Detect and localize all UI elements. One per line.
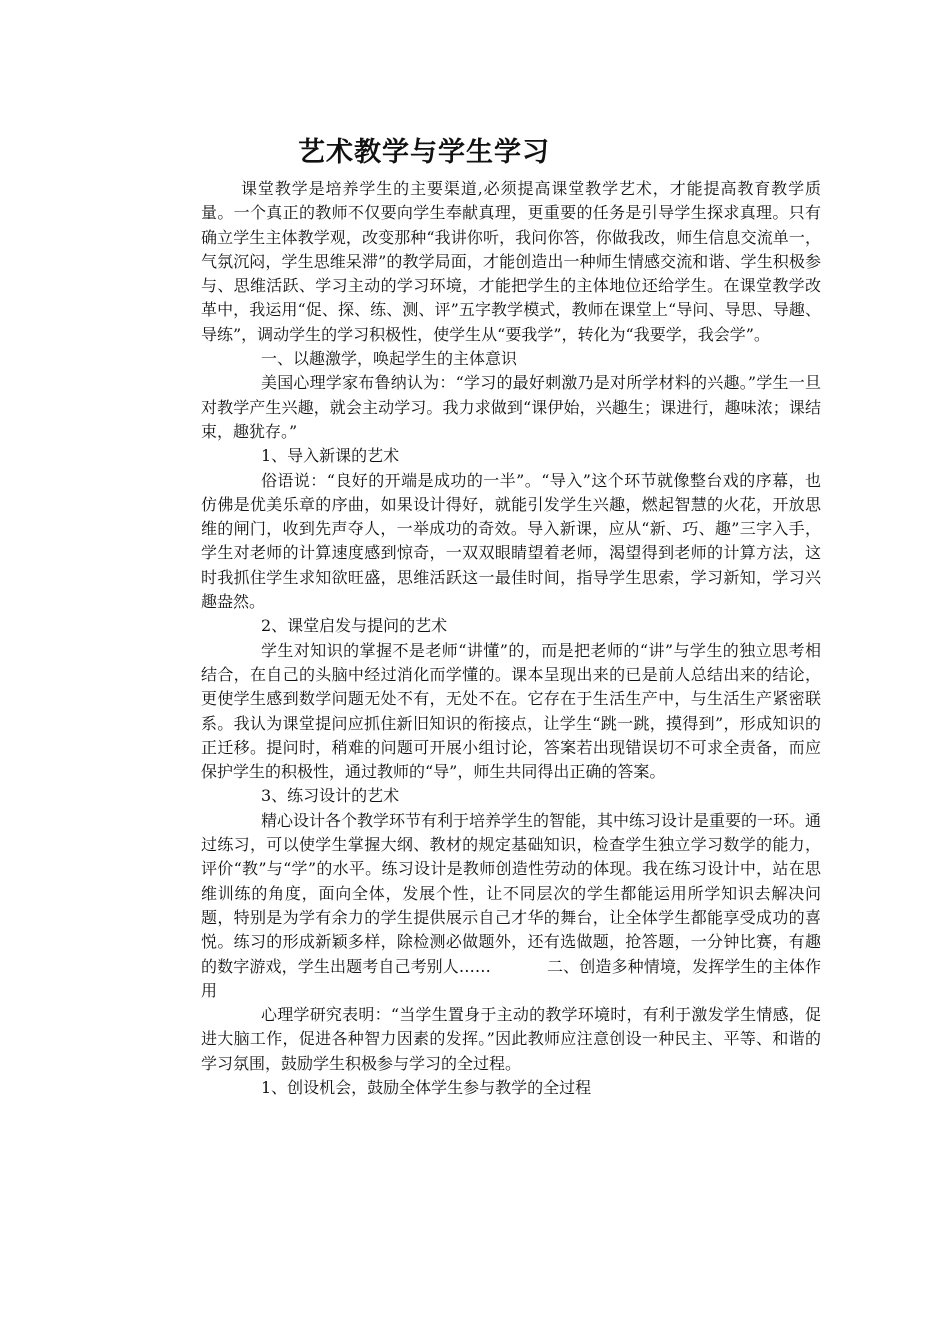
body-paragraph: 俗语说：“良好的开端是成功的一半”。“导入”这个环节就像整台戏的序幕，也仿佛是优美乐章的序曲，如果设计得好，就能引发学生兴趣，燃起智慧的火花，开放思维的闸门，收到先声夺人，一举成功的奇效。导入新课，应从“新、巧、趣”三字入手，学生对老师的计算速度感到惊奇，一双双眼睛望着老师，渴望得到老师的计算方法，这时我抓住学生求知欲旺盛，思维活跃这一最佳时间，指导学生思索，学习新知，学习兴趣盎然。 xyxy=(201,470,821,612)
document-title: 艺术教学与学生学习 xyxy=(298,137,550,168)
body-paragraph: 学生对知识的掌握不是老师“讲懂”的，而是把老师的“讲”与学生的独立思考相结合，在自己的头脑中经过消化而学懂的。课本呈现出来的已是前人总结出来的结论，更使学生感到数学问题无处不有，无处不在。它存在于生活生产中，与生活生产紧密联系。我认为课堂提问应抓住新旧知识的衔接点，让学生“跳一跳，摸得到”，形成知识的正迁移。提问时，稍难的问题可开展小组讨论，答案若出现错误切不可求全责备，而应保护学生的积极性，通过教师的“导”，师生共同得出正确的答案。 xyxy=(201,640,821,782)
subsection-heading: 1、创设机会，鼓励全体学生参与教学的全过程 xyxy=(261,1077,592,1097)
body-paragraph: 心理学研究表明：“当学生置身于主动的教学环境时，有利于激发学生情感，促进大脑工作，促进各种智力因素的发挥。”因此教师应注意创设一种民主、平等、和谐的学习氛围，鼓励学生积极参与学习的全过程。 xyxy=(201,1005,821,1073)
subsection-heading: 1、导入新课的艺术 xyxy=(261,446,400,466)
body-paragraph: 美国心理学家布鲁纳认为：“学习的最好刺激乃是对所学材料的兴趣。”学生一旦对教学产生兴趣，就会主动学习。我力求做到“课伊始，兴趣生；课进行，趣味浓；课结束，趣犹存。” xyxy=(201,373,821,441)
section-heading-1: 一、以趣激学，唤起学生的主体意识 xyxy=(261,349,518,369)
subsection-heading: 3、练习设计的艺术 xyxy=(261,786,400,806)
document-body xyxy=(201,177,821,1100)
subsection-heading: 2、课堂启发与提问的艺术 xyxy=(261,616,448,636)
section-heading-2: 二、创造多种情境，发挥学生的主体作用 xyxy=(201,956,821,1000)
body-paragraph xyxy=(201,809,821,1003)
intro-paragraph: 课堂教学是培养学生的主要渠道,必须提高课堂教学艺术，才能提高教育教学质量。一个真正的教师不仅要向学生奉献真理，更重要的任务是引导学生探求真理。只有确立学生主体教学观，改变那种“我讲你听，我问你答，你做我改，师生信息交流单一，气氛沉闷，学生思维呆滞”的教学局面，才能创造出一种师生情感交流和谐、学生积极参与、思维活跃、学习主动的学习环境，才能把学生的主体地位还给学生。在课堂教学改革中，我运用“促、探、练、测、评”五字教学模式，教师在课堂上“导问、导思、导趣、导练”，调动学生的学习积极性，使学生从“要我学”，转化为“我要学，我会学”。 xyxy=(201,179,821,344)
practice-paragraph-text: 精心设计各个教学环节有利于培养学生的智能，其中练习设计是重要的一环。通过练习，可以使学生掌握大纲、教材的规定基础知识，检查学生独立学习数学的能力，评价“教”与“学”的水平。练习设计是教师创造性劳动的体现。我在练习设计中，站在思维训练的角度，面向全体，发展个性，让不同层次的学生都能运用所学知识去解决问题，特别是为学有余力的学生提供展示自己才华的舞台，让全体学生都能享受成功的喜悦。练习的形成新颖多样，除检测必做题外，还有选做题，抢答题，一分钟比赛，有趣的数字游戏，学生出题考自己考别人…… xyxy=(201,810,822,976)
